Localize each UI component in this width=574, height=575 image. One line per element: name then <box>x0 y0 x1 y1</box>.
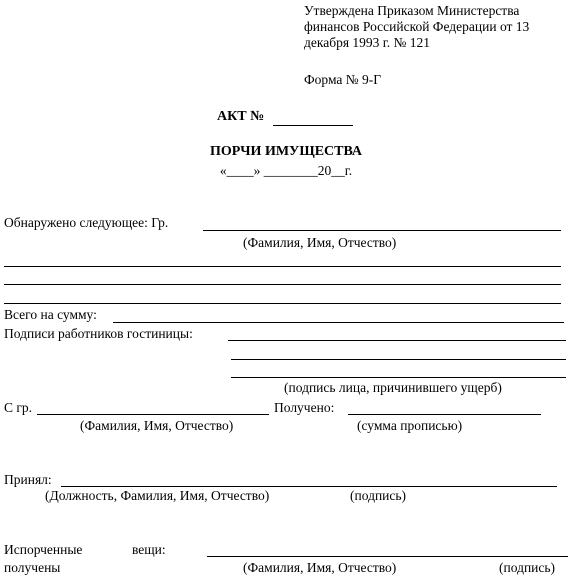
damaged-word-1: Испорченные <box>4 542 83 557</box>
receiver-signature-hint: (подпись) <box>499 560 556 575</box>
staff-signature-line-2 <box>231 359 566 360</box>
from-fio-hint: (Фамилия, Имя, Отчество) <box>80 418 234 433</box>
damaged-word-2: вещи: <box>132 542 166 557</box>
act-title: АКТ № <box>217 109 265 124</box>
act-subtitle: ПОРЧИ ИМУЩЕСТВА <box>209 144 363 159</box>
description-line-2 <box>4 284 561 285</box>
approval-line-3: декабря 1993 г. № 121 <box>304 35 431 50</box>
amount-words-hint: (сумма прописью) <box>357 418 463 433</box>
staff-signature-line-1 <box>228 340 566 341</box>
act-date: «____» ________20__г. <box>219 163 353 178</box>
from-label: С гр. <box>4 400 33 415</box>
total-label: Всего на сумму: <box>4 307 97 322</box>
found-fio-hint: (Фамилия, Имя, Отчество) <box>243 235 397 250</box>
act-number-line <box>273 125 353 126</box>
description-line-1 <box>4 266 561 267</box>
staff-signature-line-3 <box>231 377 566 378</box>
description-line-3 <box>4 303 561 304</box>
accepted-label: Принял: <box>4 472 52 487</box>
found-label: Обнаружено следующее: Гр. <box>4 215 169 230</box>
received-amount-line <box>348 414 541 415</box>
accepted-signature-hint: (подпись) <box>350 488 407 503</box>
culprit-signature-hint: (подпись лица, причинившего ущерб) <box>284 380 502 395</box>
received-label: Получено: <box>274 400 335 415</box>
damaged-items-line <box>207 556 568 557</box>
found-name-line <box>203 230 561 231</box>
accepted-line <box>61 486 557 487</box>
from-name-line <box>37 414 269 415</box>
approval-line-2: финансов Российской Федерации от 13 <box>304 19 530 34</box>
staff-signatures-label: Подписи работников гостиницы: <box>4 326 193 341</box>
form-number: Форма № 9-Г <box>304 72 382 87</box>
position-fio-hint: (Должность, Фамилия, Имя, Отчество) <box>45 488 270 503</box>
receiver-fio-hint: (Фамилия, Имя, Отчество) <box>243 560 397 575</box>
approval-line-1: Утверждена Приказом Министерства <box>304 3 520 18</box>
received-word: получены <box>4 560 61 575</box>
total-amount-line <box>113 322 564 323</box>
